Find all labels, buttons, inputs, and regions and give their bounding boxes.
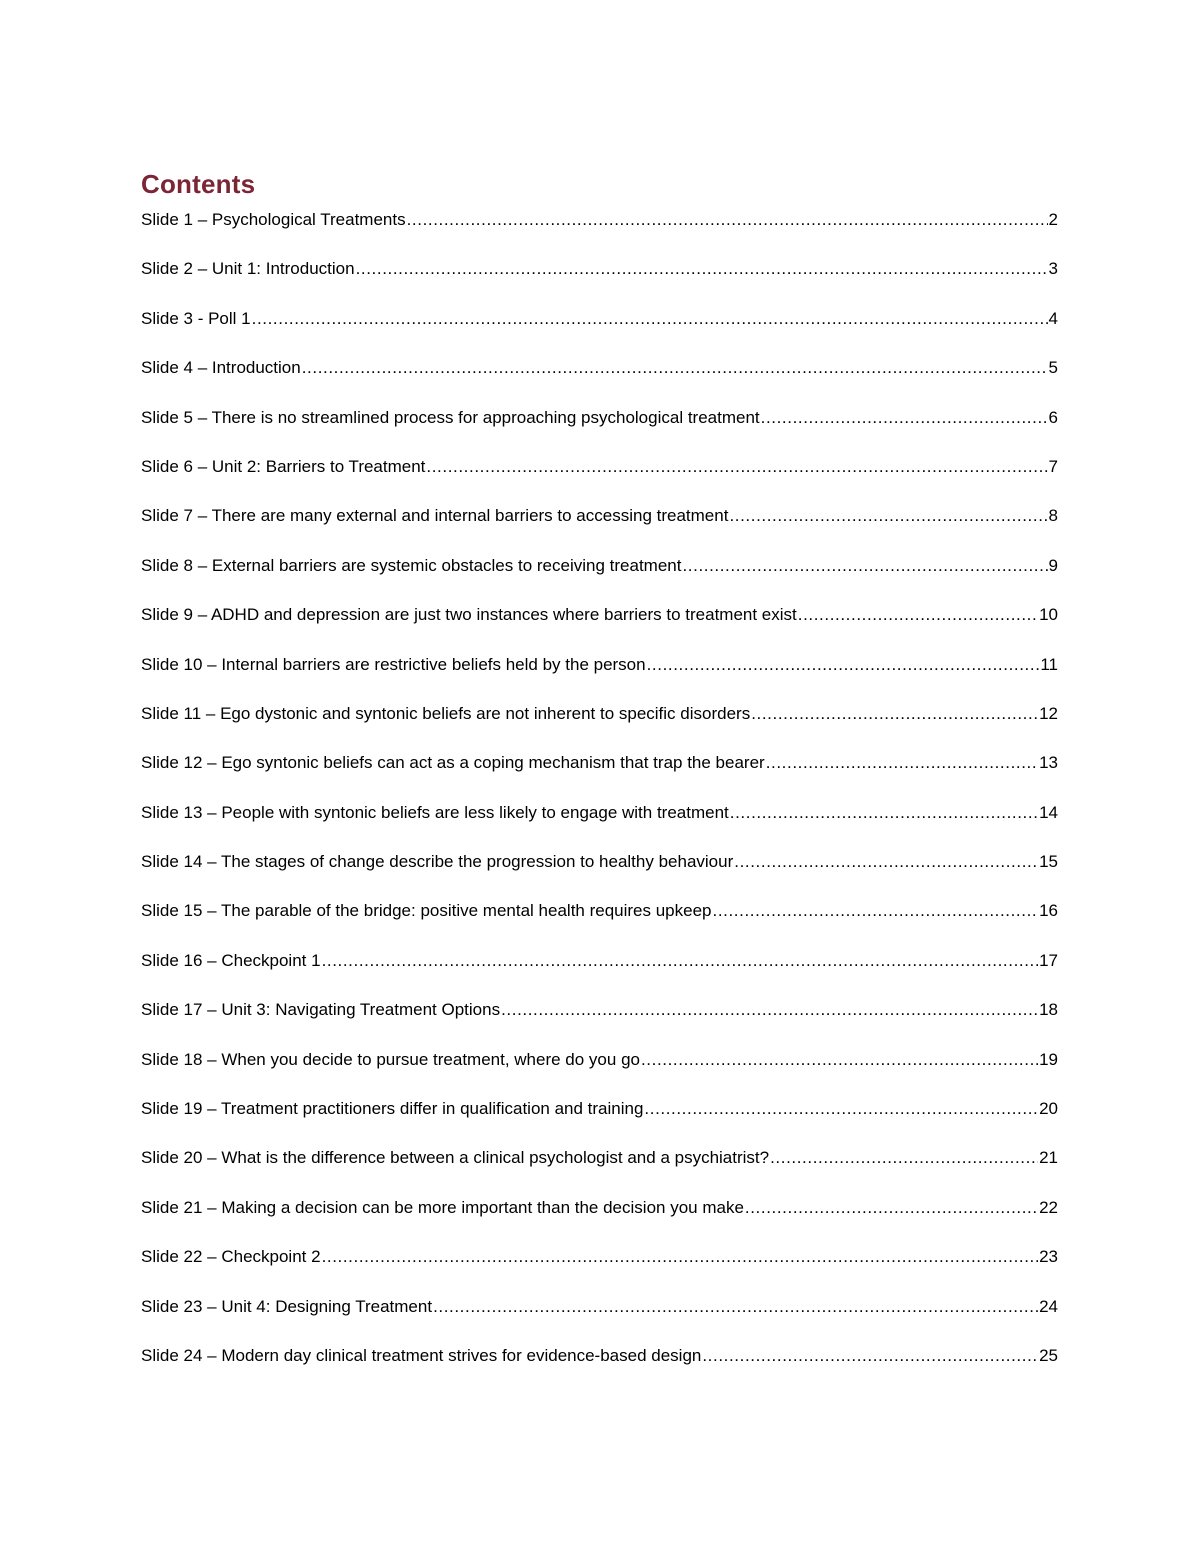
toc-entry-title: Slide 23 – Unit 4: Designing Treatment (141, 1296, 433, 1316)
toc-dot-leader (734, 850, 1038, 874)
toc-entry-slide-5[interactable] (141, 406, 1058, 455)
toc-entry-slide-1[interactable] (141, 208, 1058, 257)
toc-entry-title: Slide 19 – Treatment practitioners differ in qualification and training (141, 1099, 644, 1119)
toc-entry-title: Slide 16 – Checkpoint 1 (141, 950, 321, 970)
toc-entry-slide-18[interactable] (141, 1048, 1058, 1097)
toc-page-number: 21 (1039, 1148, 1058, 1168)
toc-entry-title: Slide 10 – Internal barriers are restrictive beliefs held by the person (141, 654, 646, 674)
toc-page-number: 3 (1048, 259, 1058, 279)
toc-dot-leader (713, 899, 1039, 923)
toc-page-number: 8 (1048, 506, 1058, 526)
toc-dot-leader (641, 1048, 1038, 1072)
toc-entry-slide-17[interactable] (141, 998, 1058, 1047)
toc-entry-title: Slide 7 – There are many external and internal barriers to accessing treatment (141, 506, 729, 526)
toc-entry-slide-24[interactable] (141, 1344, 1058, 1393)
toc-dot-leader (433, 1295, 1038, 1319)
toc-dot-leader (356, 257, 1048, 281)
toc-page-number: 6 (1048, 407, 1058, 427)
toc-entry-title: Slide 11 – Ego dystonic and syntonic beliefs are not inherent to specific disorders (141, 703, 751, 723)
toc-dot-leader (426, 455, 1047, 479)
toc-page-number: 19 (1039, 1049, 1058, 1069)
toc-page-number: 24 (1039, 1296, 1058, 1316)
toc-page-number: 13 (1039, 753, 1058, 773)
toc-entry-title: Slide 9 – ADHD and depression are just two instances where barriers to treatment exist (141, 605, 797, 625)
table-of-contents (141, 208, 1058, 1393)
toc-dot-leader (302, 356, 1048, 380)
toc-dot-leader (644, 1097, 1038, 1121)
toc-dot-leader (798, 603, 1038, 627)
toc-entry-title: Slide 3 - Poll 1 (141, 308, 251, 328)
toc-dot-leader (766, 751, 1038, 775)
toc-page-number: 12 (1039, 703, 1058, 723)
toc-entry-title: Slide 4 – Introduction (141, 358, 301, 378)
toc-entry-slide-16[interactable] (141, 949, 1058, 998)
toc-entry-slide-7[interactable] (141, 504, 1058, 553)
toc-page-number: 22 (1039, 1197, 1058, 1217)
toc-page-number: 2 (1048, 210, 1058, 229)
toc-entry-slide-2[interactable] (141, 257, 1058, 306)
toc-dot-leader (252, 307, 1048, 331)
toc-dot-leader (729, 504, 1047, 528)
toc-entry-slide-3[interactable] (141, 307, 1058, 356)
toc-entry-title: Slide 6 – Unit 2: Barriers to Treatment (141, 456, 426, 476)
toc-entry-title: Slide 15 – The parable of the bridge: positive mental health requires upkeep (141, 901, 712, 921)
toc-page-number: 11 (1040, 654, 1058, 674)
toc-page-number: 9 (1048, 555, 1058, 575)
toc-page-number: 7 (1048, 456, 1058, 476)
toc-dot-leader (501, 998, 1038, 1022)
toc-entry-title: Slide 8 – External barriers are systemic obstacles to receiving treatment (141, 555, 682, 575)
toc-entry-slide-8[interactable] (141, 554, 1058, 603)
toc-page-number: 20 (1039, 1099, 1058, 1119)
toc-dot-leader (770, 1146, 1038, 1170)
contents-heading: Contents (141, 169, 256, 199)
toc-entry-slide-23[interactable] (141, 1295, 1058, 1344)
toc-page-number: 25 (1039, 1345, 1058, 1365)
toc-dot-leader (682, 554, 1047, 578)
toc-entry-title: Slide 21 – Making a decision can be more important than the decision you make (141, 1197, 744, 1217)
toc-dot-leader (702, 1344, 1038, 1368)
toc-entry-slide-20[interactable] (141, 1146, 1058, 1195)
toc-dot-leader (322, 949, 1039, 973)
toc-page-number: 4 (1048, 308, 1058, 328)
toc-entry-slide-13[interactable] (141, 801, 1058, 850)
toc-entry-slide-22[interactable] (141, 1245, 1058, 1294)
toc-entry-slide-19[interactable] (141, 1097, 1058, 1146)
toc-entry-title: Slide 22 – Checkpoint 2 (141, 1247, 321, 1267)
toc-entry-slide-10[interactable] (141, 653, 1058, 702)
toc-page-number: 17 (1039, 950, 1058, 970)
toc-dot-leader (751, 702, 1038, 726)
toc-entry-slide-9[interactable] (141, 603, 1058, 652)
toc-entry-slide-15[interactable] (141, 899, 1058, 948)
toc-entry-title: Slide 24 – Modern day clinical treatment strives for evidence-based design (141, 1345, 702, 1365)
toc-entry-slide-12[interactable] (141, 751, 1058, 800)
toc-dot-leader (745, 1196, 1038, 1220)
toc-entry-title: Slide 17 – Unit 3: Navigating Treatment Options (141, 1000, 501, 1020)
toc-page-number: 16 (1039, 901, 1058, 921)
toc-page-number: 18 (1039, 1000, 1058, 1020)
toc-entry-title: Slide 14 – The stages of change describe the progression to healthy behaviour (141, 852, 734, 872)
toc-entry-slide-6[interactable] (141, 455, 1058, 504)
toc-page-number: 14 (1039, 802, 1058, 822)
toc-entry-slide-21[interactable] (141, 1196, 1058, 1245)
toc-entry-title: Slide 12 – Ego syntonic beliefs can act as a coping mechanism that trap the bearer (141, 753, 765, 773)
toc-entry-slide-4[interactable] (141, 356, 1058, 405)
toc-dot-leader (730, 801, 1038, 825)
toc-dot-leader (647, 653, 1040, 677)
toc-entry-title: Slide 20 – What is the difference between a clinical psychologist and a psychiatrist? (141, 1148, 770, 1168)
toc-page-number: 23 (1039, 1247, 1058, 1267)
toc-entry-slide-11[interactable] (141, 702, 1058, 751)
toc-dot-leader (761, 406, 1048, 430)
toc-dot-leader (407, 208, 1048, 232)
toc-entry-slide-14[interactable] (141, 850, 1058, 899)
toc-entry-title: Slide 13 – People with syntonic beliefs are less likely to engage with treatment (141, 802, 729, 822)
toc-entry-title: Slide 18 – When you decide to pursue treatment, where do you go (141, 1049, 640, 1069)
toc-page-number: 15 (1039, 852, 1058, 872)
toc-entry-title: Slide 2 – Unit 1: Introduction (141, 259, 355, 279)
toc-entry-title: Slide 5 – There is no streamlined process for approaching psychological treatment (141, 407, 760, 427)
toc-page-number: 10 (1039, 605, 1058, 625)
toc-entry-title: Slide 1 – Psychological Treatments (141, 210, 406, 229)
toc-page-number: 5 (1048, 358, 1058, 378)
toc-dot-leader (322, 1245, 1039, 1269)
